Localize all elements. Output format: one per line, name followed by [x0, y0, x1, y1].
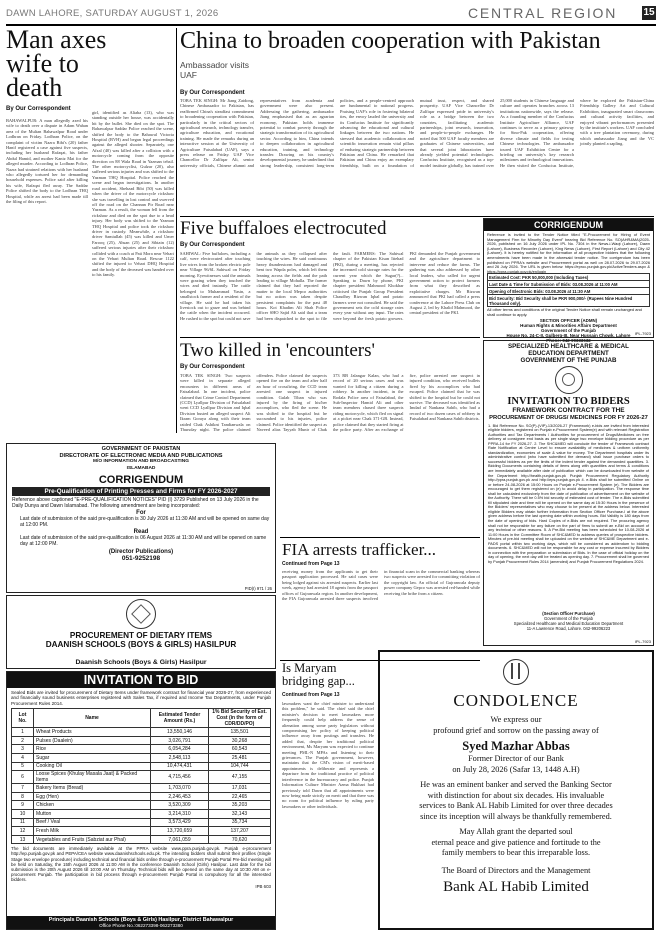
- section-rule: [180, 216, 654, 217]
- bank-name: Bank AL Habib Limited: [443, 878, 589, 895]
- condolence-line: He was an eminent banker and served the Banking Sector: [420, 780, 612, 789]
- table-cell: 5: [12, 762, 34, 771]
- ad-code: IPB 603: [255, 884, 271, 889]
- table-cell: Pulses (Daalein): [34, 736, 151, 745]
- headline: Five buffaloes electrocuted: [180, 218, 387, 239]
- for-label: For: [136, 510, 146, 517]
- table-cell: 6: [12, 771, 34, 784]
- byline: By Our Correspondent: [6, 106, 71, 112]
- table-cell: 22,465: [209, 792, 271, 801]
- ad-code: IPL-7923: [634, 331, 651, 336]
- ad-strap: Daanish Schools (Boys & Girls) Hasilpur: [75, 659, 207, 666]
- ad-corrigendum-information: [6, 443, 276, 593]
- school-logo: [126, 599, 156, 629]
- deceased-name: Syed Mazhar Abbas: [462, 739, 570, 753]
- ad-code: PID(I) 971 / 26: [244, 586, 272, 591]
- table-cell: 13,720,659: [151, 827, 209, 836]
- table-cell: Chicken: [34, 801, 151, 810]
- table-cell: Sugar: [34, 754, 151, 763]
- headline: Is Maryam bridging gap...: [282, 661, 355, 688]
- table-row: [12, 754, 271, 763]
- table-cell: 2,246,453: [151, 792, 209, 801]
- signatory: (Section Officer Purchase): [542, 610, 595, 616]
- article-body: TOBA TEK SINGH: Two suspects were killed in separate alleged encounters in different areas of Faisalabad. In one incident, police claimed that Crime Control Department (CCD) Lyallpur Division of Faisalabad went CCD Lyallpur Division and Iqbal Division busted an alleged suspect Ali Ikram Goraya along with their team raided Chak Ashiknt Tandianwala on Thursday night. The police claimed offenders. Police claimed the suspects opened fire on the team and after half an hour of crossfiring, the CCD team arrested one suspect in injured condition. Gulab Tiban who was injured by the firing of his/her accomplices, who fled the scene. He was shifted to the hospital but he succumbed to his injuries, police claimed. Police identified the suspect as Naveed alias Tayyab Munir of Chak 373 RB Jalangar Kalan, who had a record of 20 serious cases and was wanted for killing a citizen during a robbery. In another incident, in the Rodala Police area of Faisalabad, the Sub-Inspector Hamid Ali and other team members chased three suspects riding motorcycle, which fled on signal at a picket near Chak 371-GB. Instead, police claimed that they started firing at the police party. After an exchange of fire, police arrested one suspect in injured condition, who received bullets fired by his accomplices who had escaped. Police claimed that he was shifted to the hospital but he could not survive. The deceased was identified as Imdad of Nankana Sahib, who had a record of two dozen cases of robbery in Faisalabad and Nankana Sahib districts.: [180, 373, 480, 433]
- table-row: [12, 835, 271, 844]
- condolence-line: eternal peace and give patience and fortitude to the: [431, 837, 601, 847]
- section-name: CENTRAL REGION: [468, 5, 618, 21]
- condolence-line: profound grief and sorrow on the passing away of: [433, 725, 599, 735]
- condolence-line: on July 28, 2026 (Safar 13, 1448 A.H): [452, 764, 580, 774]
- table-cell: Bakery Items (Bread): [34, 784, 151, 793]
- headline: Two killed in 'encounters': [180, 340, 375, 361]
- signatory-dept: Human Rights & Minorities Affairs Department: [520, 323, 617, 329]
- table-row: [12, 792, 271, 801]
- byline: By Our Correspondent: [180, 364, 245, 370]
- article-china-cooperation: [180, 28, 654, 214]
- headline: China to broaden cooperation with Pakistan: [180, 28, 601, 54]
- dept-line: EDUCATION DEPARTMENT: [528, 350, 609, 357]
- for-text: Last date of submission of the said pre-qualification is 30 July 2026 at 11:30 AM and will be opened on same day at 12:00 PM.: [20, 516, 270, 529]
- condolence-line: May Allah grant the departed soul: [459, 827, 573, 836]
- signatory-dept: Specialized Healthcare and Medical Education Department: [513, 620, 624, 626]
- condolence-line: since its inception will always be thankfully remembered.: [420, 811, 612, 821]
- ad-title: CORRIGENDUM: [484, 219, 653, 231]
- gov-line: GOVERNMENT OF PAKISTAN: [101, 446, 181, 452]
- signatory-gov: Government of the Punjab: [541, 328, 596, 334]
- officer-phone: 051-9252198: [121, 555, 161, 563]
- table-cell: 25,481: [209, 754, 271, 763]
- section-rule: [280, 537, 480, 538]
- ad-invitation-to-bidders: [483, 340, 654, 646]
- amendment-row: Estimated Cost: PKR 50,000,000 (Including Taxes): [487, 273, 650, 281]
- condolence-from: The Board of Directors and the Management: [441, 865, 591, 875]
- table-cell: 104,744: [209, 762, 271, 771]
- table-cell: 35,734: [209, 818, 271, 827]
- table-cell: 2,548,113: [151, 754, 209, 763]
- table-cell: 3: [12, 745, 34, 754]
- table-cell: 2: [12, 736, 34, 745]
- ad-body: Reference above captioned "E-PRE-QUALIFICATION NOTICES" PID (I) 3729 Published on 13 July 2026 in the Daily Dunya and Dawn Islamabad. The following amendment are being incorporated:: [12, 497, 259, 510]
- ad-body: Reference is invited to the Tender Notice titled "E-Procurement for Hiring of Event Management Firm for Minority Day Event" bearing Bid Reference No. SO(AHR&MA)2025-2026, published on 16 July 2026 under IPL No. 7304 in the News-i-Waqt (Lahore), Dawn (Lahore), Business Recorder (Lahore), King News (Lahore), First Report (Lahore) and City 42 (Lahore). It is hereby notified for the information of all prospective bidders that the following amendments have been made in the aforesaid tender notice. The corrigendum has been published on PPRA's website and Procurement portal as well on 28.07.2026 to 29.07.2026 and 26 July 2026. The URL is given below: https://eproc.punjab.gov.pk/ActiveTenders.aspx & https://ppra.punjab.gov.pk/en/login: [487, 232, 650, 274]
- bid-table: [11, 708, 271, 844]
- ad-code: IPL-7923: [634, 639, 651, 644]
- dept-line: SPECIALIZED HEALTHCARE & MEDICAL: [508, 343, 629, 350]
- table-cell: 13,550,146: [151, 728, 209, 737]
- table-cell: 1: [12, 728, 34, 737]
- amendment-row: Last Date & Time for Submission of Bids: 03.08.2026 at 11:00 AM: [487, 281, 650, 288]
- masthead: [0, 4, 660, 26]
- table-row: [12, 745, 271, 754]
- table-cell: 3,214,310: [151, 809, 209, 818]
- byline: By Our Correspondent: [180, 90, 245, 96]
- table-cell: 10: [12, 809, 34, 818]
- article-body: BAHAWALPUR: A man allegedly axed his wife to death over a dispute in Adam Wahan area of the Multan Bahawalpur Road under Lodhran on Friday. Lodhran Police, on the complaint of victim Nazra Bibi's (20) father Hanif registered a case against five suspects, including her husband Rafaqat, his father Abdul Hamid, and mother Kaniz Mai for the alleged murder. According to Lodhran Police, Nazra had strained relations with her husband who allegedly tortured her for demanding household expenses. Police said after killing his wife, Rafaqat fled away. The Saddar Police shifted the body to the Lodhran THQ Hospital, while an arrest had been made till the filing of this report.: [6, 118, 88, 205]
- table-cell: 12: [12, 827, 34, 836]
- table-cell: 3,026,791: [151, 736, 209, 745]
- table-row: [12, 818, 271, 827]
- table-cell: 4: [12, 754, 34, 763]
- table-cell: Cooking Oil: [34, 762, 151, 771]
- signatory-phone: Phone: 042-99333632: [546, 338, 591, 344]
- ad-title: CONDOLENCE: [453, 691, 579, 710]
- table-row: [12, 809, 271, 818]
- table-cell: Egg (Hen): [34, 792, 151, 801]
- article-maryam: [282, 662, 374, 930]
- table-cell: 1,703,070: [151, 784, 209, 793]
- amendment-table: [487, 273, 650, 307]
- continued-from: Continued from Page 13: [282, 561, 340, 567]
- signatory-address: 11-A Lawrence Road, Lahore. 042-99206223: [526, 625, 611, 631]
- officer: (Director Publications): [108, 549, 174, 556]
- table-cell: Vegetables and Fruits (Sabziat aur Phal): [34, 835, 151, 844]
- headline: Man axes wife to death: [6, 25, 107, 102]
- table-cell: 10,474,431: [151, 762, 209, 771]
- table-cell: 7: [12, 784, 34, 793]
- ad-dietary-items: [6, 595, 276, 669]
- col-header: 1% Bid Security of Est. Cost (in the form of CDR/DD/PO): [209, 709, 271, 728]
- table-row: [12, 728, 271, 737]
- table-cell: 30,268: [209, 736, 271, 745]
- article-man-axes-wife: [6, 25, 174, 441]
- table-cell: 60,543: [209, 745, 271, 754]
- ad-footer: The bid documents are immediately available at the PPRA website www.ppra.punjab.gov.pk. Punjab e-procurement http://ep.punjab.gov.pk and PEPA/CEA website www.daanishschools.edu.pk. The intending bidders shall submit their profiles (Single Stage two envelope procedure) including technical and financial bids online through e-procurement Punjab Portal Pre-bid meeting will be held on Saturday, the 15th August 2026 at 11:00 AM in the conference Daanish School (Girls) Hasilpur. Last date for the bid submission is the 20th August 2026 till 10:00 AM on Thursday. Technical bids will be opened on the same day at 10:30 AM on e-procurement Punjab. The participation in bid process through e-procurement Punjab Portal is compulsory for all the interested bidders.: [11, 846, 271, 882]
- table-cell: 7,061,059: [151, 835, 209, 844]
- table-cell: 17,031: [209, 784, 271, 793]
- table-cell: 70,620: [209, 835, 271, 844]
- read-text: Last date of submission of the said pre-qualification is 06 August 2026 at 11:30 AM and will be opened on same day at 12:00 PM.: [20, 535, 267, 548]
- ad-body: 1. Bid Reference No. SO(P)-(VIP)-13/2026-27 (Framework) e-bids are invited from interested eligible bidders, registered on Punjab e-Procurement System(e) and with relevant Registration Authorities and Tax Departments / Authorities for procurement of Drugs/Medicines on free delivery at consignee end basis as per single stage two envelope bidding procedure as per PPRA-14 for FY 2026-27. 2. The SHC&MED will conclude the tender of Framework contract Rate Notification at Centre Level to ensure availability of medicines & uniform uniformity standardization, economies of scale & value for money. The Department hospitals under its administrative control (who have submitted the demand) shall issue purchase orders to successful bidders as per the limits of the indent tender against the demanded quantities. 3. Bidding Documents containing details of items along with quantities and terms & conditions are immediately available after date of publication which can be downloaded from website of the Department http://health.punjab.gov.pk Punjab Procurement Regulatory Authority http://ppra.punjab.gov.pk and http://eps.punjab.gov.pk 4. e-Bids shall be submitted Online on or before 24-08-2026 at 15:00 Hours on Punjab e-Procurement System (e). The Bidders are encouraged to get them registered on (e) to avoid delay in participation. The response time shall be calculated exclusively from the date of publication of advertisement on the website of the Authority. There will be 0.5% bid security of estimated cost of tender. The e-Bids submitted till stipulated date and time will be opened on the same day at 15:30 Hours in the presence of the Bidders' representatives who may choose to be present at the address below. Interested eligible Bidders may obtain further information from Section Officer Purchase-I at the above given address before the last opening date within working hours. Bid Validity is 180 days from the date of opening of bids. Hard Copies of e-Bids are not required. The procuring agency shall not be responsible for any failure on the part of firms to submit an e-Bid on account of any technical or other reasons. 5. A Pre-Bid meeting has been scheduled for 10-08-2026 at 11:00 Hours in the Committee Room of SHC&MED to address queries of prospective bidders. Minutes of pre-bid meeting shall be uploaded on the website of SHC&ME Department and e-PADS portal within two working days, which will be considered as addendum to bidding documents. 6. SHC&MED will not be responsible for any cost or expense incurred by Bidders in connection with the preparation or submission of Bids. In the case of official holiday on the day of opening, the next day will be treated as opening day. 7. Procurement shall be governed by Punjab Procurement Rules 2014 (amended) and Punjab Procurement Regulations 2024.: [488, 423, 649, 564]
- ad-footer: All other terms and conditions of the original Tender Notice shall remain unchanged and shall continue to apply.: [487, 307, 642, 317]
- table-cell: 6,054,284: [151, 745, 209, 754]
- table-cell: 3,520,309: [151, 801, 209, 810]
- ad-title: INVITATION TO BID: [7, 672, 275, 688]
- signatory-address: House No. 24-C-II, Gulberg-III, Near Hussain Chowk, Lahore: [506, 333, 631, 339]
- masthead-date: DAWN LAHORE, SATURDAY AUGUST 1, 2026: [6, 8, 219, 19]
- article-buffaloes: [180, 218, 480, 336]
- table-row: [12, 827, 271, 836]
- table-cell: 13: [12, 835, 34, 844]
- table-cell: 135,501: [209, 728, 271, 737]
- ad-title: PROCUREMENT OF DIETARY ITEMS: [69, 631, 213, 640]
- amendment-row: Opening of Electronic Bids: 03.08.2026 at 11:30 AM: [487, 288, 650, 295]
- ministry-line: M/O INFORMATION AND BROADCASTING: [93, 459, 189, 465]
- table-row: [12, 762, 271, 771]
- article-body: girl, identified as Aliaba (13), who was standing outside her house, was accidentally hit by the bullet. She died on the spot. The Bahawalpur Saddar Police reached the scene, shifted the body to the Bahawal Victoria Hospital (BVH) and began legal proceedings against the alleged shooter. Separately, one Afzal (40) was killed after a collision with a motorcycle coming from the opposite direction on 88 Wala Road in Yazman tehsil. The other motorcyclist, Gulzar (20), also suffered serious injuries and was shifted to the Yazman THQ Hospital. Police reached the scene and began investigations. In another road accident, Shehzad Bibi (50) was killed when the driver of the motorcycle rickshaw she was travelling in lost control and swerved off the road on the Channan Pir Road near Yazman. As a result, the woman fell from the rickshaw and died on the spot due to a head injury. Her body was shifted to the Yazman THQ Hospital and police took the rickshaw driver in custody. Meanwhile, a rickshaw driver Samiullah (45) was killed and Umer Farooq (25), Ahsan (25) and Sibtain (12) suffered serious injuries after their rickshaw collided with a coach at Pati Mora near Vehari on the Vehari Multan Road. Rescue 1122 shifted the injured to Vehari DHQ Hospital and the body of the deceased was handed over to his family.: [92, 110, 174, 278]
- condolence-line: services to Bank AL Habib Limited for over three decades: [419, 801, 613, 810]
- page-number: 15: [643, 7, 655, 18]
- condolence-line: Former Director of our Bank: [468, 754, 564, 763]
- article-body: SAHIWAL: Five buffaloes, including a calf, were electrocuted after touching live wires from the broken electric pole near Village 96/6L Sahiwal on Friday morning. Eyewitnesses said the animals were grazing when they touched the wires and died instantly. The cattle belonged to Muhammad Yasin, a smallstock farmer and a resident of the village. He said he had taken his livestock out to graze and was behind the cattle when the incident occurred. He rushed to the spot but could not save the animals as they collapsed after touching the wires. He said continuous heavy thunderstorm had damaged and bent two Wapda poles, which left them leaning across the fields and the path leading to village Mohalla. The farmer claimed that they had reported the matter to the local Mepco authorities but no action was taken despite persistent complaints for the past 48 hours. Kot Khadim Ali Shah Police officer SHO Sajid Ali said that a team had been dispatched to the spot to file the fault. FARMERS: The Sahiwal chapter of the Pakistan Kisan Ittehad (PKI), during a meeting, has rejected the increased cold storage rates for the current year which the Sugar(?)... Speaking to Dawn by phone, PKI chapter president Mahmood Khokhar criticised the Punjab Group President Chaudhry Rizwan Iqbal and potato farmers were not consulted. He said the government sets the cold storage rates every year without any input. The rates were beyond the fresh potato growers. PKI demanded the Punjab government and the agriculture department to intervene and reduce the farms. The gathering was also addressed by other local leaders, who called for urgent government action to protect farmers from what they described as exploitative charges. Mr Rizwan announced that PKI had called a press conference at the Lahore Press Club on August 2, led by Khalid Mahmood, the central president of the PKI.: [180, 251, 480, 321]
- ad-org: DAANISH SCHOOLS (BOYS & GIRLS) HASILPUR: [45, 640, 237, 649]
- table-cell: Fresh Milk: [34, 827, 151, 836]
- table-cell: 32,143: [209, 809, 271, 818]
- table-row: [12, 771, 271, 784]
- ad-corrigendum-human-rights: [483, 218, 654, 344]
- signatory: SECTION OFFICER (ADMN): [539, 318, 598, 324]
- table-cell: 137,207: [209, 827, 271, 836]
- section-rule: [180, 337, 480, 338]
- col-header: Estimated Tender Amount (Rs.): [151, 709, 209, 728]
- table-cell: 8: [12, 792, 34, 801]
- table-cell: Beef / Veal: [34, 818, 151, 827]
- directorate-line: DIRECTORATE OF ELECTRONIC MEDIA AND PUBLICATIONS: [59, 452, 223, 459]
- condolence-line: family members to bear this irreparable loss.: [441, 848, 591, 857]
- condolence-line: with distinction for about six decades. His invaluable: [427, 790, 605, 800]
- ad-subtitle: Pre-Qualification of Printing Presses and Firms for FY 2026-2027: [12, 487, 270, 496]
- city-line: ISLAMABAD: [126, 465, 156, 471]
- dept-line: GOVERNMENT OF THE PUNJAB: [520, 357, 617, 364]
- column-rule: [176, 28, 177, 433]
- article-body: lawmakers want the chief minister to understand this problem," he said. The chief said the chief minister's decision to meet lawmakers more frequently could help address the sense of alienation among some party legislators without compromising her policy of keeping political influence away from postings and transfers. He added that, despite her traditional political environment, Ms Maryam was expected to continue meeting PML-N MPAs and listening to their grievances. The Punjab government, however, maintains that the CM's vision of merit-based appointments is deliberate and represents a departure from the traditional practice of political interference in the bureaucracy and police. Punjab Information Culture Minister Azma Bukhari had previously told Dawn that all appointments were now being made strictly on merit and that there was no room for political influence by ruling party lawmakers or other individuals.: [282, 701, 374, 809]
- article-body: TOBA TEK SINGH: Mr Jiang Zaidong, Chinese Ambassador to Pakistan, has reaffirmed China's steadfast commitment to broadening cooperation with Pakistan, particularly in the critical sectors of agricultural research, technology transfer, agriculture education, and vocational training. He made the remarks during an interactive session at the University of Agriculture Faisalabad (UAF), says a press release on Friday. UAF Vice Chancellor Dr Zulfiqar Ali, senior university officials, Chinese alumni and representatives from academia and government were also present. Addressing the gathering, ambassador Jiang emphasised that as an agrarian economy, Pakistan holds immense potential to combat poverty through the strategic transformation of its agricultural sector. According to him, China intends to deepen collaboration in agricultural education, training, and technology transfer. Drawing on his country's developmental journey, he underlined that strong leadership, consistent long-term policies, and a people-centred approach are fundamental to national progress. Praising UAF's role in fostering bilateral ties, the envoy lauded the university and its Confucius Institute for significantly advancing the educational and cultural linkages between the two nations. He stressed that academic collaboration and scientific innovation remain vital pillars of enduring strategic partnership between Pakistan and China. He remarked that Pakistan and China enjoy an exemplary friendship, built on a foundation of mutual trust, respect, and shared prosperity. UAF Vice Chancellor Dr Zulfiqar expressed pride in university's role as a bridge between the two countries, facilitating academic partnerships, joint research, innovation, and people-to-people exchanges. He noted that 500 UAF faculty members are graduates of Chinese universities, and that several joint laboratories have already yielded potential technologies. Confucius Institute, recognised as a top-model institute globally, has trained over 25,000 students in Chinese language and culture and operates branches across 13 institutions nationwide, says the release. As a founding member of the Confucius Institute Agriculture Alliance, UAF continues to serve as a primary gateway for Sino-Pak cooperation, offering diverse climate and fields for testing Chinese technologies. The ambassador toured UAF Exhibition Centre for a briefing on university's key research milestones and technological innovations. He then visited the Confucius Institute, where he explored the Pakistan-China Friendship Gallery Art and Cultural Exhibition, inaugurated smart classrooms and cultural activity facilities, and enjoyed vibrant performances presented by the institute's workers. UAF concluded with a tree plantation ceremony, during which ambassador Jiang and the VC jointly planted a sapling.: [180, 98, 654, 168]
- table-cell: 3,573,429: [151, 818, 209, 827]
- table-row: [12, 784, 271, 793]
- table-cell: Wheat Products: [34, 728, 151, 737]
- table-row: [12, 801, 271, 810]
- table-cell: 11: [12, 818, 34, 827]
- ad-title: CORRIGENDUM: [98, 474, 184, 487]
- ad-subtitle: PROCUREMENT OF DRUGS/ MEDICINES FOR FY 2026-27: [489, 414, 648, 421]
- table-cell: 4,715,456: [151, 771, 209, 784]
- condolence-line: We express our: [490, 715, 542, 724]
- col-header: Lot No.: [12, 709, 34, 728]
- ad-invitation-to-bid: [6, 671, 276, 930]
- table-cell: 35,203: [209, 801, 271, 810]
- byline: By Our Correspondent: [180, 242, 245, 248]
- amendment-row: Bid Security: Bid Security shall be PKR 900,000/- (Rupees Nine Hundred Thousand only).: [487, 295, 650, 307]
- deck: Ambassador visits UAF: [180, 60, 249, 80]
- office-phone: Office Phone No.:062273398-062273380: [99, 923, 183, 928]
- table-row: [12, 736, 271, 745]
- table-cell: 9: [12, 801, 34, 810]
- article-body: receiving money from the applicants to get their passport application processed. He said cases were being lodged against six arrested suspects. Earlier last week, agency had arrested 18 agents from the passport offices of Gujranwala region. In another development, the FIA Gujranwala arrested three suspects involved in financial scam in the commercial banking whereas two suspects were arrested for committing violation of the copyright law. An official of Gujranwala deputy power company Gepco was arrested red-handed while receiving the bribe from a citizen.: [282, 569, 480, 602]
- condolence-emblem: [503, 659, 529, 685]
- headline: FIA arrests trafficker...: [282, 540, 437, 559]
- ad-title: INVITATION TO BIDERS: [507, 396, 630, 407]
- read-label: Read: [133, 529, 149, 536]
- ad-subtitle: FRAMEWORK CONTRACT FOR THE: [512, 407, 625, 414]
- table-cell: Rice: [34, 745, 151, 754]
- ad-intro: Sealed Bids are invited for procurement of Dietary Items under framework contract for financial year 2026-27, from experienced and financially sound business enterprises registered with Sales Tax, if required and Income Tax Departments, under Punjab Procurement Rules 2014.: [11, 690, 271, 706]
- signatory-gov: Government of the Punjab: [544, 615, 593, 621]
- ad-condolence: [378, 650, 654, 930]
- article-fia: [282, 540, 480, 660]
- punjab-logo: [555, 366, 583, 394]
- col-header: Name: [34, 709, 151, 728]
- principal-line: Principals Daanish Schools (Boys & Girls) Hasilpur, District Bahawalpur: [48, 917, 234, 923]
- table-cell: Mutton: [34, 809, 151, 818]
- table-cell: 47,155: [209, 771, 271, 784]
- continued-from: Continued from Page 13: [282, 692, 340, 698]
- table-cell: Loose Spices (Khulay Masala Jaat) & Packed Items: [34, 771, 151, 784]
